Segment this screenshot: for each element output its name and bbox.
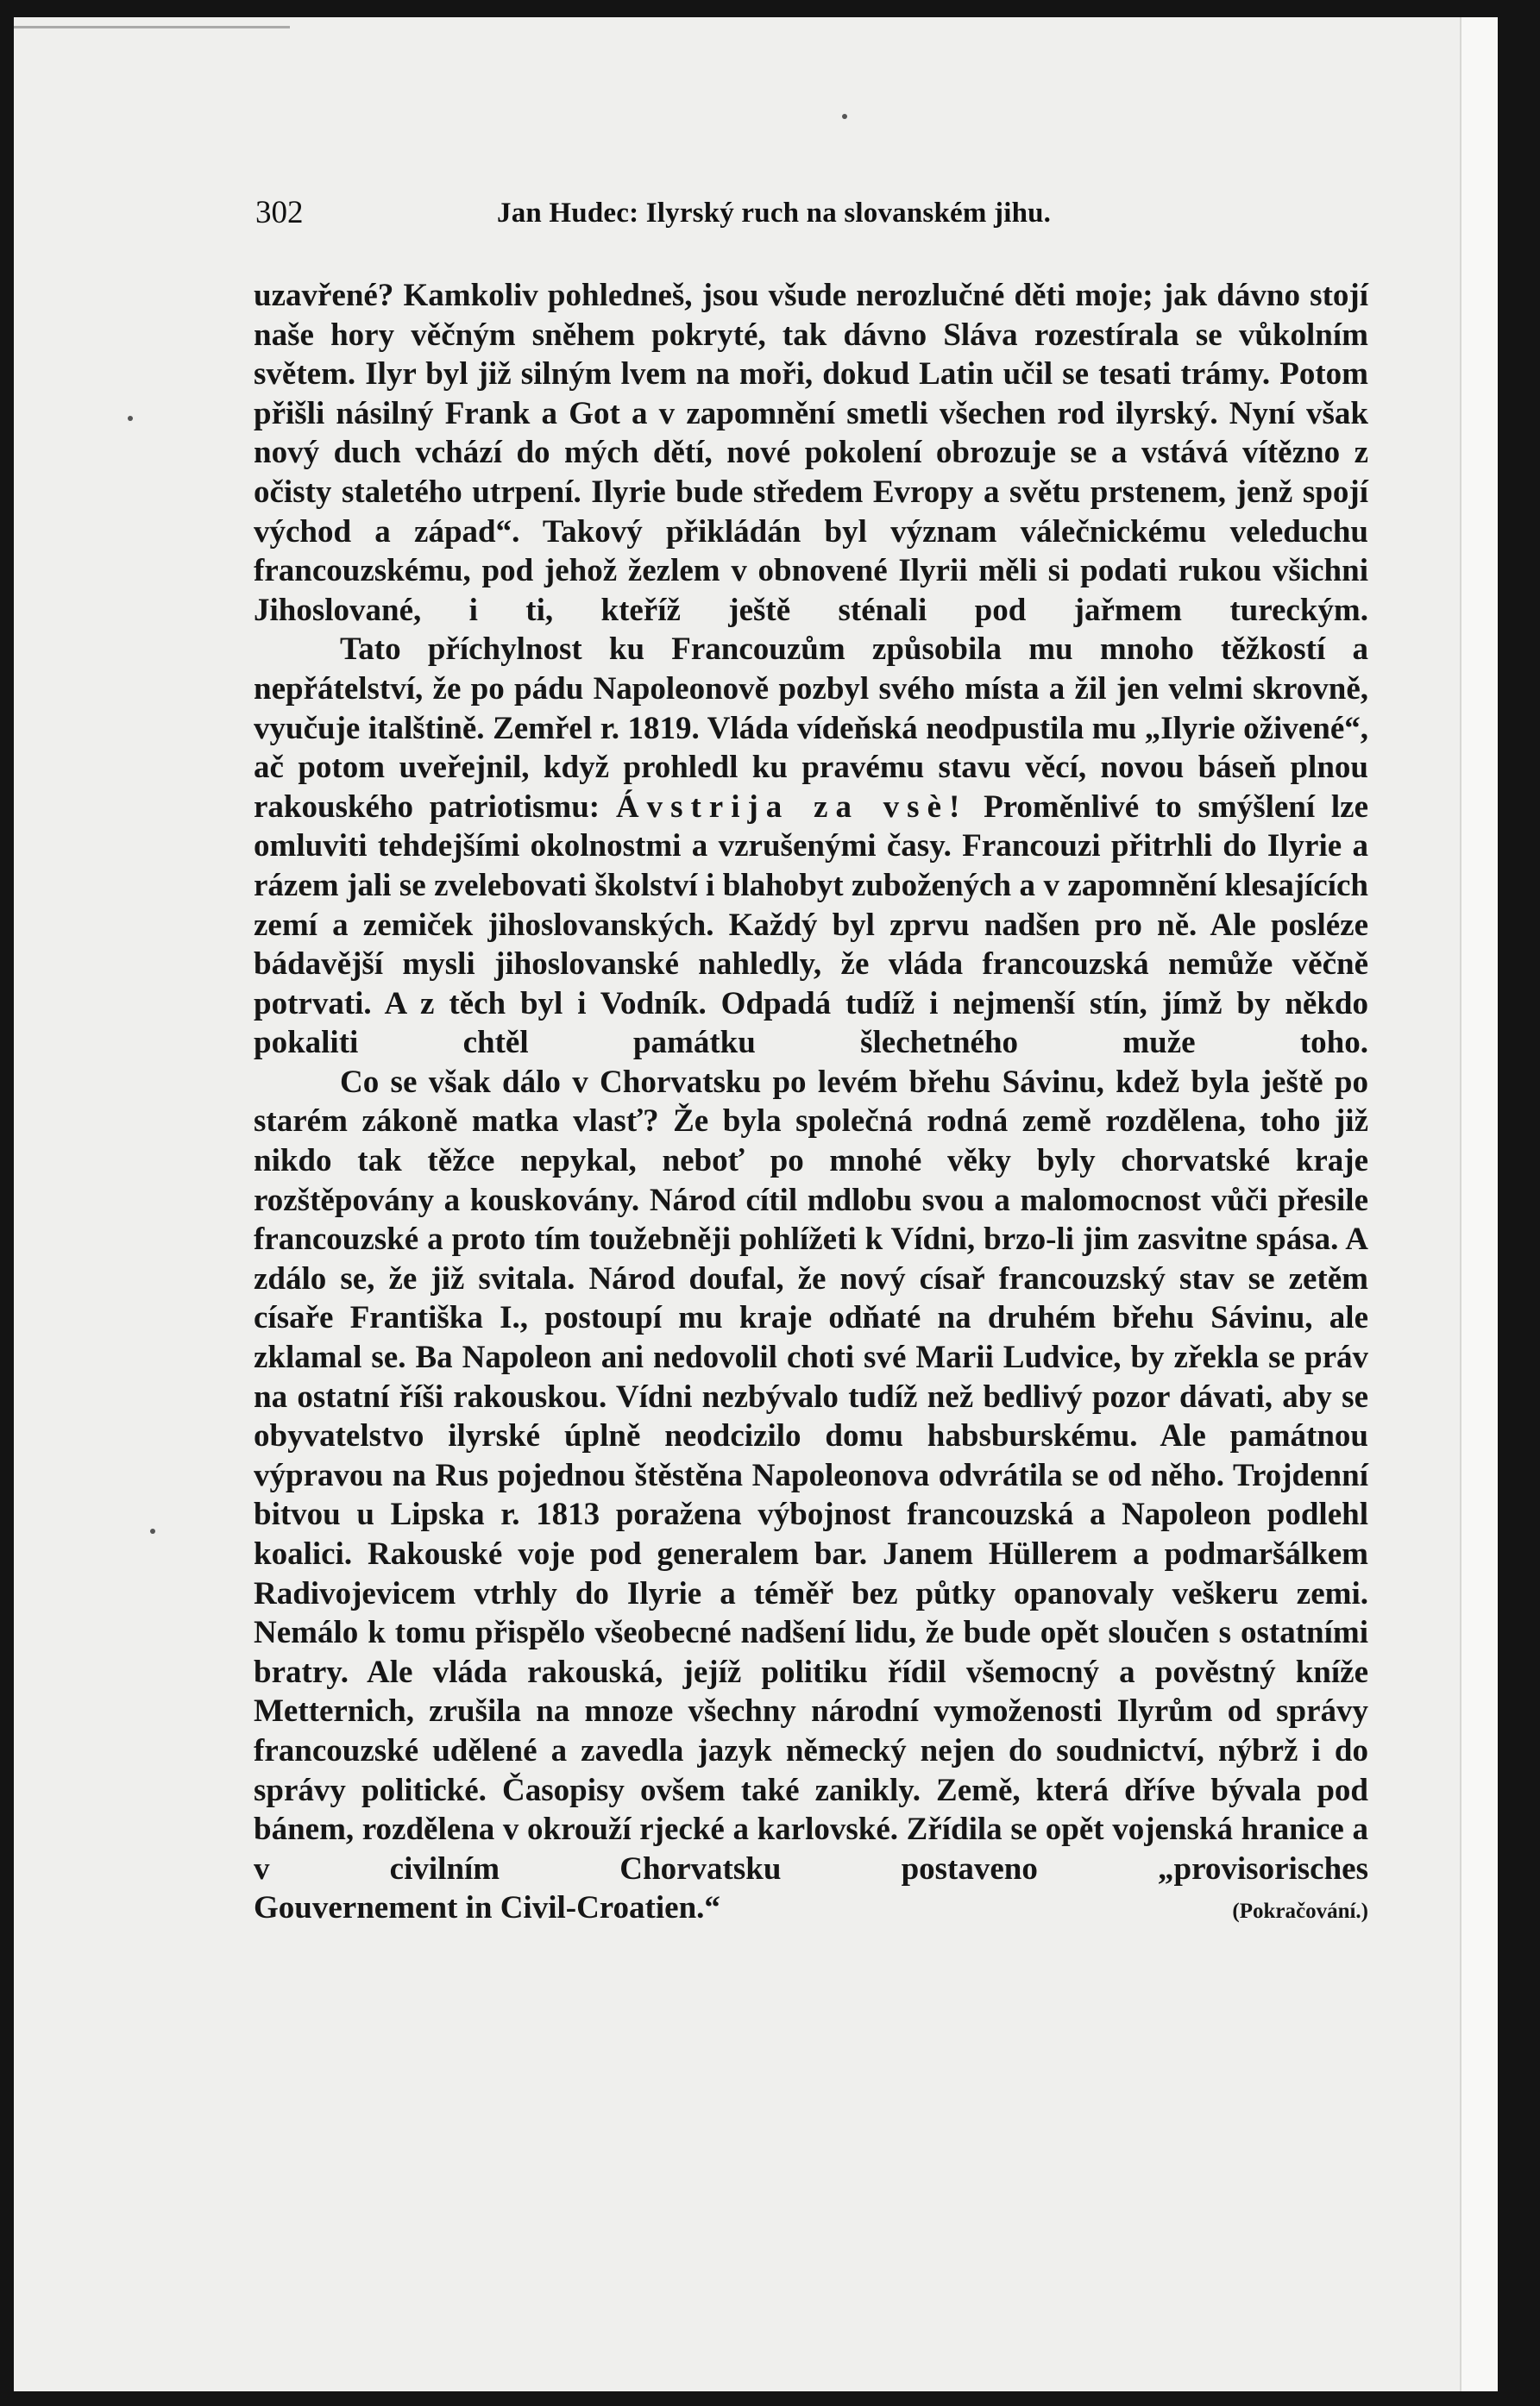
book-page bbox=[14, 17, 1498, 2391]
running-head: Jan Hudec: Ilyrský ruch na slovanském jihu. bbox=[497, 198, 1052, 229]
page-number: 302 bbox=[255, 195, 304, 230]
continued-note: (Pokračování.) bbox=[1232, 1900, 1368, 1924]
scan-speck bbox=[128, 416, 133, 421]
paragraph-2-part-b: Proměnlivé to smýšlení lze omluviti tehdejšími okolnostmi a vzrušenými časy. Francouzi přitrhli do Ilyrie a rázem jali se zvelebovati školství i blahobyt zubožených a v zapomnění klesajících zemí a zemiček jihoslovanských. Každý byl zprvu nadšen pro ně. Ale posléze bádavější mysli jihoslovanské nahledly, že vláda francouzská nemůže věčně potrvati. A z těch byl i Vodník. Odpadá tudíž i nejmenší stín, jímž by někdo pokaliti chtěl památku šlechetného muže toho. bbox=[254, 788, 1369, 1061]
paragraph-3: Co se však dálo v Chorvatsku po levém břehu Sávinu, kdež byla ještě po starém zákoně matka vlasť? Že byla společná rodná země rozdělena, toho již nikdo tak těžce nepykal, neboť po mnohé věky byly chorvatské kraje rozštěpovány a kouskovány. Národ cítil mdlobu svou a malomocnost vůči přesile francouzské a proto tím toužebněji pohlížeti k Vídni, brzo-li jim zasvitne spása. A zdálo se, že již svitala. Národ doufal, že nový císař francouzský stav se zetěm císaře Františka I., postoupí mu kraje odňaté na druhém břehu Sávinu, ale zklamal se. Ba Napoleon ani nedovolil choti své Marii Ludvice, by zřekla se práv na ostatní říši rakouskou. Vídni nezbývalo tudíž než bedlivý pozor dávati, aby se obyvatelstvo ilyrské úplně neodcizilo domu habsburskému. Ale památnou výpravou na Rus pojednou štěstěna Napoleonova odvrátila se od něho. Trojdenní bitvou u Lipska r. 1813 poražena výbojnost francouzská a Napoleon podlehl koalici. Rakouské voje pod generalem bar. Janem Hüllerem a podmaršálkem Radivojevicem vtrhly do Ilyrie a téměř bez půtky opanovaly veškeru zemi. Nemálo k tomu přispělo všeobecné nadšení lidu, že bude opět sloučen s ostatními bratry. Ale vláda rakouská, jejíž politiku řídil všemocný a pověstný kníže Metternich, zrušila na mnoze všechny národní vymoženosti Ilyrům od správy francouzské udělené a zavedla jazyk německý nejen do soudnictví, nýbrž i do správy politické. Časopisy ovšem také zanikly. Země, která dříve bývala pod bánem, rozdělena v okrouží rjecké a karlovské. Zřídila se opět vojenská hranice a v civilním Chorvatsku postaveno „provisorisches bbox=[254, 1064, 1368, 1887]
paragraph-2 bbox=[254, 630, 1368, 1063]
scan-speck bbox=[150, 1529, 155, 1534]
paragraph-1: uzavřené? Kamkoliv pohledneš, jsou všude nerozlučné děti moje; jak dávno stojí naše hory věčným sněhem pokryté, tak dávno Sláva rozestírala se vůkolním světem. Ilyr byl již silným lvem na moři, dokud Latin učil se tesati trámy. Potom přišli násilný Frank a Got a v zapomnění smetli všechen rod ilyrský. Nyní však nový duch vchází do mých dětí, nové pokolení obrozuje se a vstává vítězno z očisty staletého utrpení. Ilyrie bude středem Evropy a světu prstenem, jenž spojí východ a západ“. Takový přikládán byl význam válečnickému veleduchu francouzskému, pod jehož žezlem v obnovené Ilyrii měli si podati rukou všichni Jihoslované, i ti, kteříž ještě sténali pod jařmem tureckým. bbox=[254, 278, 1368, 628]
scan-speck bbox=[842, 114, 847, 119]
scan-edge-rule bbox=[14, 26, 290, 28]
spaced-quote: Ávstrija za vsè! bbox=[615, 788, 968, 825]
article-body bbox=[254, 276, 1368, 1932]
final-line bbox=[254, 1888, 1368, 1932]
paragraph-2-part-a: Tato příchylnost ku Francouzům způsobila mu mnoho těžkostí a nepřátelství, že po pádu Napoleonově pozbyl svého místa a žil jen velmi skrovně, vyučuje italštině. Zemřel r. 1819. Vláda vídeňská neodpustila mu „Ilyrie oživené“, ač potom uveřejnil, když prohledl ku pravému stavu věcí, novou báseň plnou rakouského patriotismu: bbox=[254, 631, 1368, 825]
paragraph-3-last-line: Gouvernement in Civil-Croatien.“ bbox=[254, 1890, 720, 1926]
page-edge bbox=[1460, 17, 1498, 2391]
